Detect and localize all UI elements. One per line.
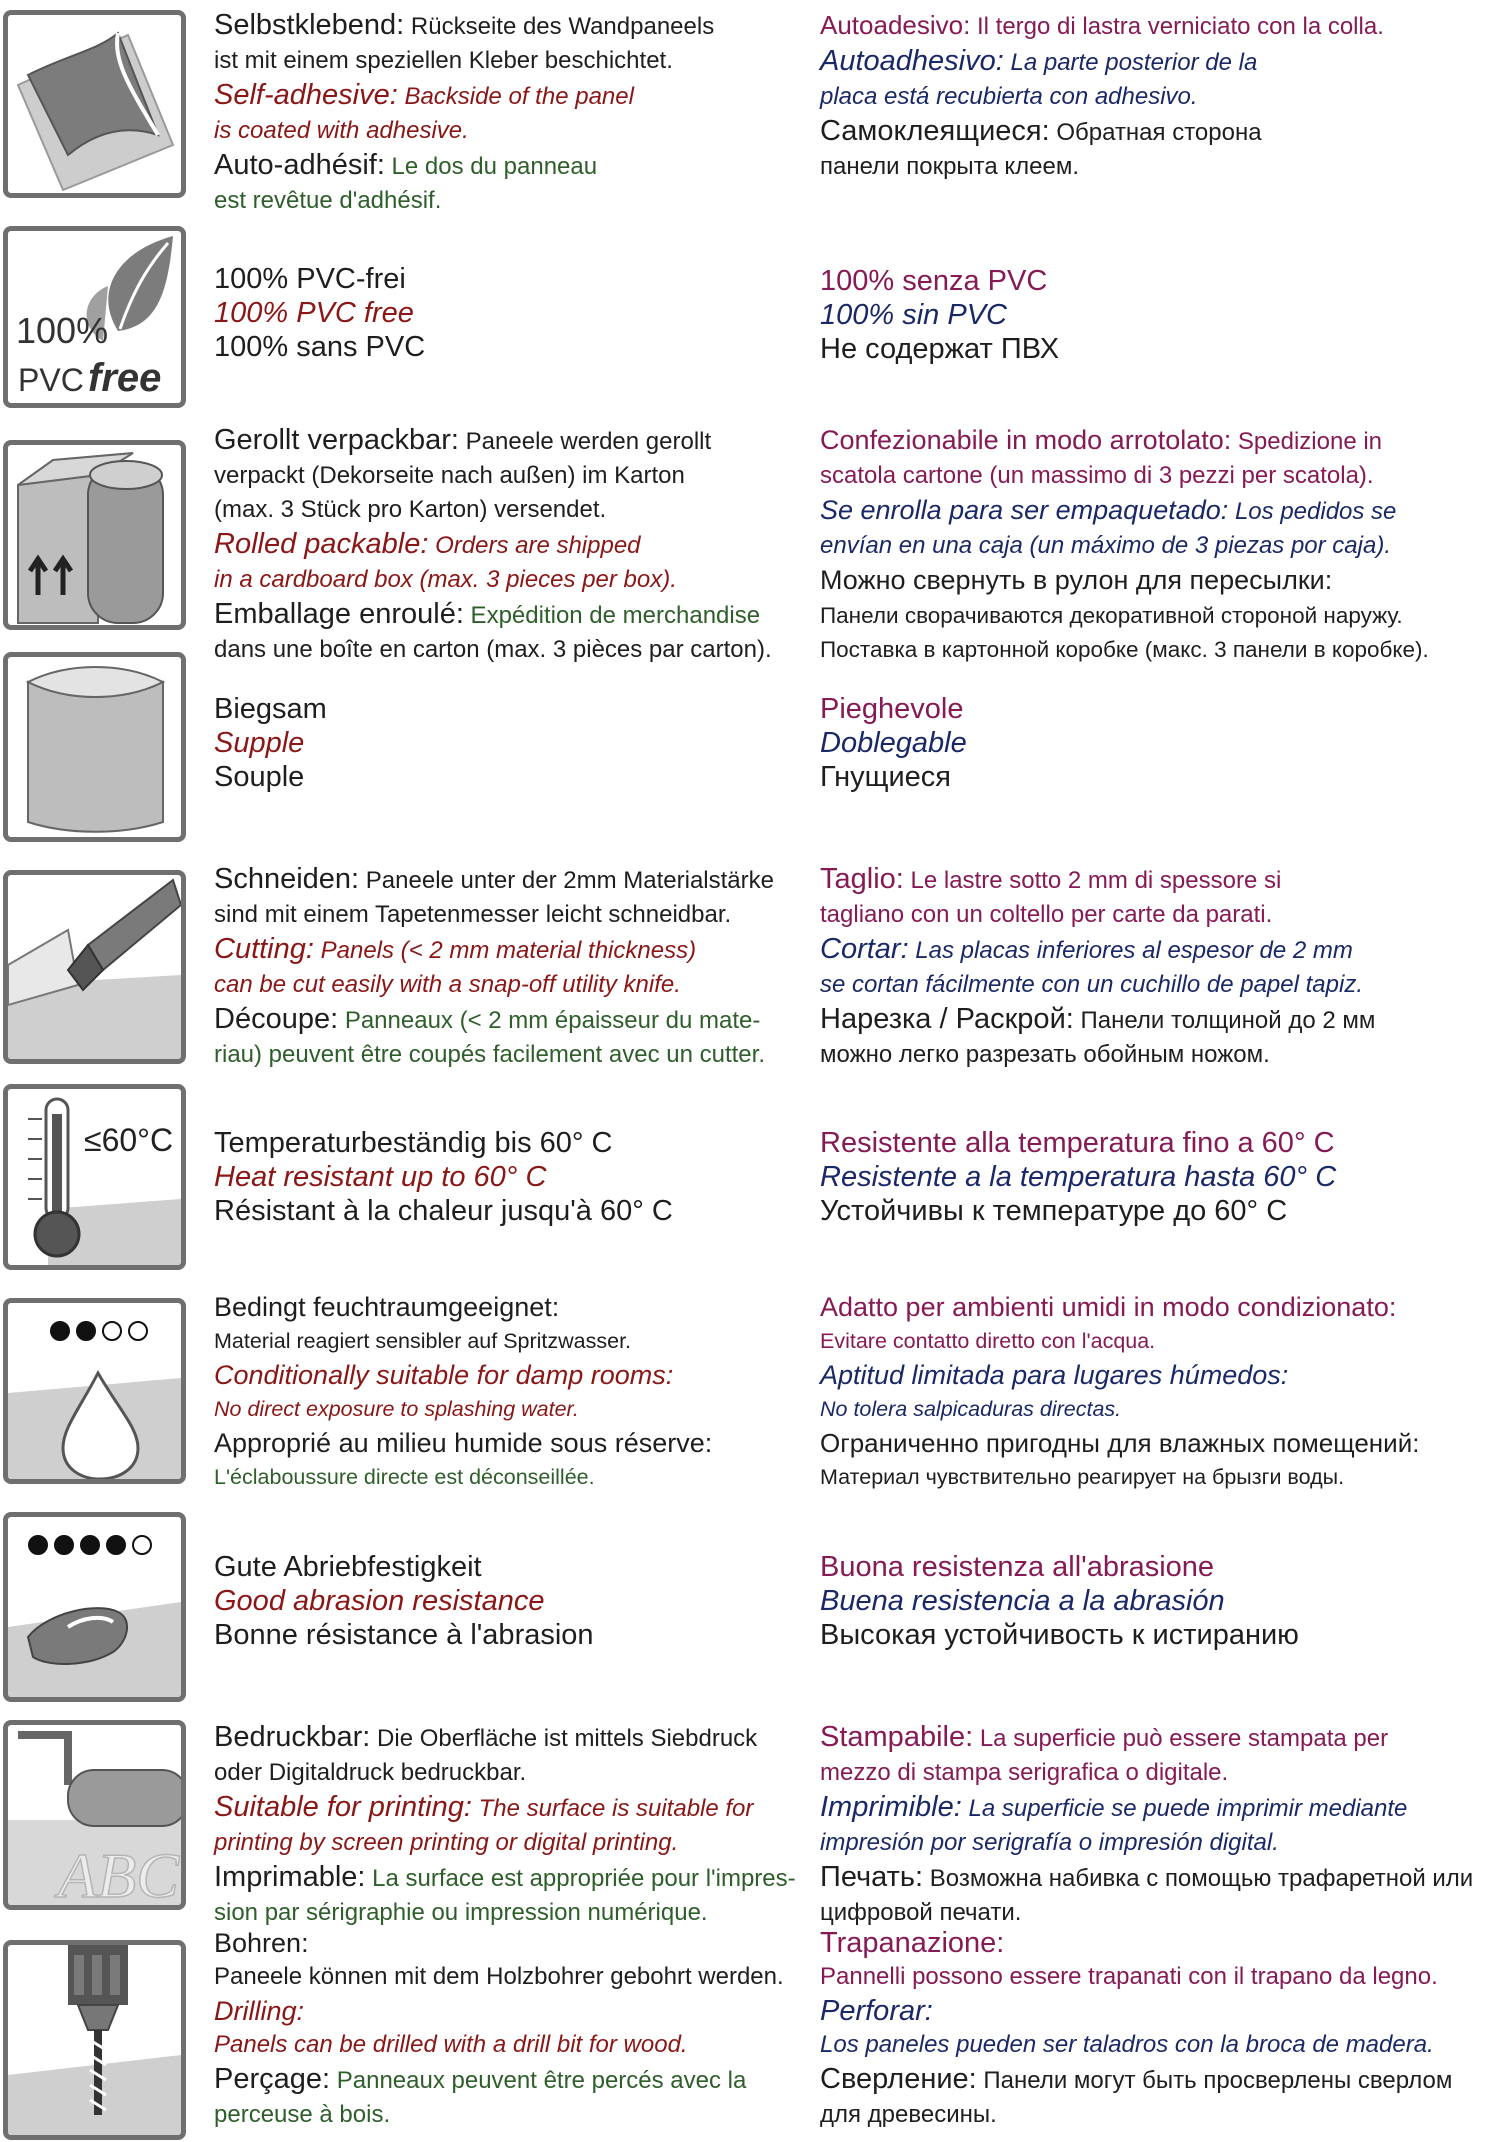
en-title: Cutting: — [214, 933, 314, 965]
es-title: Autoadhesivo: — [820, 45, 1004, 77]
fr-title: Résistant à la chaleur jusqu'à 60° C — [214, 1195, 673, 1227]
ru-title: Нарезка / Раскрой: — [820, 1003, 1074, 1035]
es-title: Buena resistencia a la abrasión — [820, 1585, 1225, 1617]
de-title: Bohren: — [214, 1928, 309, 1958]
feature-text-left — [214, 1126, 814, 1228]
en-title: Drilling: — [214, 1996, 305, 2026]
feature-text-left — [214, 1720, 814, 1930]
print-roller-icon — [3, 1720, 186, 1910]
ru-text: Поставка в картонной коробке (макс. 3 панели в коробке). — [820, 637, 1429, 662]
drill-icon — [3, 1940, 186, 2140]
es-text: La parte posterior de la — [1003, 49, 1258, 76]
de-title: Schneiden: — [214, 863, 360, 895]
de-text: oder Digitaldruck bedruckbar. — [214, 1759, 527, 1786]
de-title: Gute Abriebfestigkeit — [214, 1551, 482, 1583]
feature-text-right — [820, 862, 1500, 1072]
de-text: Paneele können mit dem Holzbohrer gebohrt werden. — [214, 1963, 784, 1990]
it-title: Resistente alla temperatura fino a 60° C — [820, 1127, 1335, 1159]
pvc-label: PVC — [18, 362, 84, 398]
ru-title: Устойчивы к температуре до 60° C — [820, 1195, 1288, 1227]
rating-dot-empty — [129, 1322, 147, 1340]
it-text: tagliano con un coltello per carte da parati. — [820, 901, 1273, 928]
de-text: (max. 3 Stück pro Karton) versendet. — [214, 496, 607, 523]
de-text: Paneele unter der 2mm Materialstärke — [359, 867, 774, 894]
self-adhesive-panel-icon — [3, 10, 186, 198]
fr-title: Auto-adhésif: — [214, 149, 385, 181]
es-title: Perforar: — [820, 1995, 933, 2027]
es-title: Doblegable — [820, 727, 967, 759]
de-text: sind mit einem Tapetenmesser leicht schneidbar. — [214, 901, 732, 928]
feature-text-left — [214, 262, 814, 364]
en-title: Supple — [214, 727, 305, 759]
en-text: Panels (< 2 mm material thickness) — [313, 937, 697, 964]
en-text: in a cardboard box (max. 3 pieces per box). — [214, 566, 677, 593]
feature-text-left — [214, 692, 814, 794]
thermometer-icon — [3, 1084, 186, 1270]
en-text: No direct exposure to splashing water. — [214, 1397, 579, 1421]
it-text: Spedizione in — [1231, 428, 1383, 455]
rating-dot-empty — [133, 1536, 151, 1554]
feature-text-right — [820, 264, 1500, 366]
abrasion-cloth-icon — [3, 1512, 186, 1702]
feature-text-left — [214, 1550, 814, 1652]
fr-text: Panneaux (< 2 mm épaisseur du mate- — [338, 1007, 761, 1034]
en-text: Panels can be drilled with a drill bit for wood. — [214, 2031, 688, 2058]
de-text: Material reagiert sensibler auf Spritzwasser. — [214, 1329, 632, 1353]
ru-text: Возможна набивка с помощью трафаретной или — [923, 1865, 1474, 1892]
en-title: Heat resistant up to 60° C — [214, 1161, 547, 1193]
ru-text: панели покрыта клеем. — [820, 153, 1080, 180]
de-title: Bedingt feuchtraumgeeignet: — [214, 1292, 560, 1322]
es-title: Se enrolla para ser empaquetado: — [820, 495, 1229, 525]
fr-title: Bonne résistance à l'abrasion — [214, 1619, 594, 1651]
feature-text-right — [820, 423, 1500, 667]
it-text: La superficie può essere stampata per — [973, 1725, 1389, 1752]
es-title: Imprimible: — [820, 1791, 962, 1823]
it-title: Confezionabile in modo arrotolato: — [820, 425, 1232, 455]
utility-knife-icon — [3, 870, 186, 1064]
rating-dot-filled — [77, 1322, 95, 1340]
feature-text-left — [214, 1926, 814, 2132]
es-title: Aptitud limitada para lugares húmedos: — [820, 1360, 1289, 1390]
feature-text-left — [214, 1290, 814, 1494]
de-title: Bedruckbar: — [214, 1721, 371, 1753]
ru-title: Самоклеящиеся: — [820, 115, 1050, 147]
en-text: is coated with adhesive. — [214, 117, 469, 144]
ru-text: Панели могут быть просверлены сверлом — [976, 2067, 1453, 2094]
fr-text: Expédition de merchandise — [463, 602, 761, 629]
es-title: Cortar: — [820, 933, 909, 965]
it-title: Trapanazione: — [820, 1927, 1005, 1959]
fr-title: Emballage enroulé: — [214, 598, 464, 630]
ru-text: Материал чувствительно реагирует на брызги воды. — [820, 1465, 1345, 1489]
es-text: envían en una caja (un máximo de 3 piezas por caja). — [820, 532, 1391, 559]
pvc-percent-label: 100% — [16, 310, 109, 351]
en-text: Backside of the panel — [397, 83, 634, 110]
en-title: 100% PVC free — [214, 297, 414, 329]
it-text: Pannelli possono essere trapanati con il trapano da legno. — [820, 1963, 1438, 1990]
fr-text: La surface est appropriée pour l'impres- — [365, 1865, 796, 1892]
fr-text: Panneaux peuvent être percés avec la — [330, 2067, 747, 2094]
ru-title: Можно свернуть в рулон для пересылки: — [820, 565, 1333, 595]
en-title: Good abrasion resistance — [214, 1585, 545, 1617]
rating-dot-filled — [55, 1536, 73, 1554]
it-title: Buona resistenza all'abrasione — [820, 1551, 1215, 1583]
fr-text: riau) peuvent être coupés facilement avec un cutter. — [214, 1041, 765, 1068]
es-text: La superficie se puede imprimir mediante — [961, 1795, 1408, 1822]
feature-text-right — [820, 8, 1500, 184]
it-text: Le lastre sotto 2 mm di spessore si — [903, 867, 1282, 894]
feature-text-right — [820, 1126, 1500, 1228]
rating-dot-filled — [81, 1536, 99, 1554]
fr-text: sion par sérigraphie ou impression numérique. — [214, 1899, 708, 1926]
es-text: Los paneles pueden ser taladros con la broca de madera. — [820, 2031, 1434, 2058]
es-text: impresión por serigrafía o impresión digital. — [820, 1829, 1279, 1856]
ru-title: Ограниченно пригодны для влажных помещений: — [820, 1428, 1420, 1458]
de-text: Rückseite des Wandpaneels — [404, 13, 715, 40]
it-title: Stampabile: — [820, 1721, 974, 1753]
de-title: 100% PVC-frei — [214, 263, 406, 295]
fr-text: dans une boîte en carton (max. 3 pièces par carton). — [214, 636, 772, 663]
it-text: scatola cartone (un massimo di 3 pezzi per scatola). — [820, 462, 1374, 489]
fr-text: Le dos du panneau — [384, 153, 598, 180]
ru-title: Высокая устойчивость к истиранию — [820, 1619, 1299, 1651]
es-text: Los pedidos se — [1228, 498, 1397, 525]
it-title: Taglio: — [820, 863, 904, 895]
en-text: The surface is suitable for — [471, 1795, 754, 1822]
es-title: 100% sin PVC — [820, 299, 1007, 331]
feature-text-right — [820, 1926, 1500, 2132]
ru-title: Печать: — [820, 1861, 924, 1893]
de-text: Paneele werden gerollt — [459, 428, 712, 455]
print-sample-letters: ABC — [58, 1840, 179, 1905]
ru-title: Не содержат ПВХ — [820, 333, 1060, 365]
fr-text: perceuse à bois. — [214, 2101, 391, 2128]
it-text: mezzo di stampa serigrafica o digitale. — [820, 1759, 1229, 1786]
es-text: placa está recubierta con adhesivo. — [820, 83, 1198, 110]
fr-text: L'éclaboussure directe est déconseillée. — [214, 1465, 595, 1489]
water-drop-icon — [3, 1298, 186, 1484]
de-text: ist mit einem speziellen Kleber beschichtet. — [214, 47, 673, 74]
en-title: Conditionally suitable for damp rooms: — [214, 1360, 674, 1390]
it-text: Il tergo di lastra verniciato con la colla. — [970, 13, 1384, 40]
rating-dots — [51, 1322, 147, 1340]
rating-dots — [29, 1536, 151, 1554]
feature-text-right — [820, 1290, 1500, 1494]
feature-text-left — [214, 8, 814, 218]
pvc-free-leaf-icon — [3, 226, 186, 408]
de-title: Gerollt verpackbar: — [214, 424, 459, 456]
fr-title: Découpe: — [214, 1003, 339, 1035]
feature-text-left — [214, 862, 814, 1072]
feature-text-right — [820, 1720, 1500, 1930]
temperature-limit-label: ≤60°C — [84, 1122, 174, 1158]
de-text: verpackt (Dekorseite nach außen) im Karton — [214, 462, 685, 489]
ru-text: для древесины. — [820, 2101, 997, 2128]
en-text: can be cut easily with a snap-off utility knife. — [214, 971, 681, 998]
en-text: Orders are shipped — [428, 532, 641, 559]
de-title: Temperaturbeständig bis 60° C — [214, 1127, 613, 1159]
it-title: Autoadesivo: — [820, 10, 971, 40]
fr-title: Perçage: — [214, 2063, 331, 2095]
es-title: Resistente a la temperatura hasta 60° C — [820, 1161, 1337, 1193]
en-title: Self-adhesive: — [214, 79, 398, 111]
es-text: se cortan fácilmente con un cuchillo de papel tapiz. — [820, 971, 1363, 998]
rating-dot-filled — [51, 1322, 69, 1340]
de-text: Die Oberfläche ist mittels Siebdruck — [370, 1725, 758, 1752]
ru-title: Сверление: — [820, 2063, 977, 2095]
rating-dot-filled — [29, 1536, 47, 1554]
de-title: Selbstklebend: — [214, 9, 405, 41]
free-label: free — [88, 356, 162, 400]
ru-text: цифровой печати. — [820, 1899, 1022, 1926]
fr-title: Approprié au milieu humide sous réserve: — [214, 1428, 713, 1458]
rolled-box-icon — [3, 440, 186, 630]
en-text: printing by screen printing or digital printing. — [214, 1829, 679, 1856]
fr-title: Imprimable: — [214, 1861, 366, 1893]
fr-title: 100% sans PVC — [214, 331, 426, 363]
ru-text: можно легко разрезать обойным ножом. — [820, 1041, 1270, 1068]
es-text: Las placas inferiores al espesor de 2 mm — [908, 937, 1353, 964]
flexible-panel-icon — [3, 652, 186, 842]
it-title: 100% senza PVC — [820, 265, 1048, 297]
de-title: Biegsam — [214, 693, 327, 725]
en-title: Rolled packable: — [214, 528, 429, 560]
fr-title: Souple — [214, 761, 305, 793]
feature-text-left — [214, 423, 814, 667]
feature-text-right — [820, 692, 1500, 794]
it-title: Adatto per ambienti umidi in modo condizionato: — [820, 1292, 1397, 1322]
ru-text: Обратная сторона — [1049, 119, 1262, 146]
it-title: Pieghevole — [820, 693, 964, 725]
ru-text: Панели сворачиваются декоративной стороной наружу. — [820, 603, 1403, 628]
it-text: Evitare contatto diretto con l'acqua. — [820, 1329, 1156, 1353]
es-text: No tolera salpicaduras directas. — [820, 1397, 1122, 1421]
ru-title: Гнущиеся — [820, 761, 951, 793]
feature-text-right — [820, 1550, 1500, 1652]
en-title: Suitable for printing: — [214, 1791, 472, 1823]
ru-text: Панели толщиной до 2 мм — [1073, 1007, 1376, 1034]
rating-dot-filled — [107, 1536, 125, 1554]
rating-dot-empty — [103, 1322, 121, 1340]
fr-text: est revêtue d'adhésif. — [214, 187, 442, 214]
